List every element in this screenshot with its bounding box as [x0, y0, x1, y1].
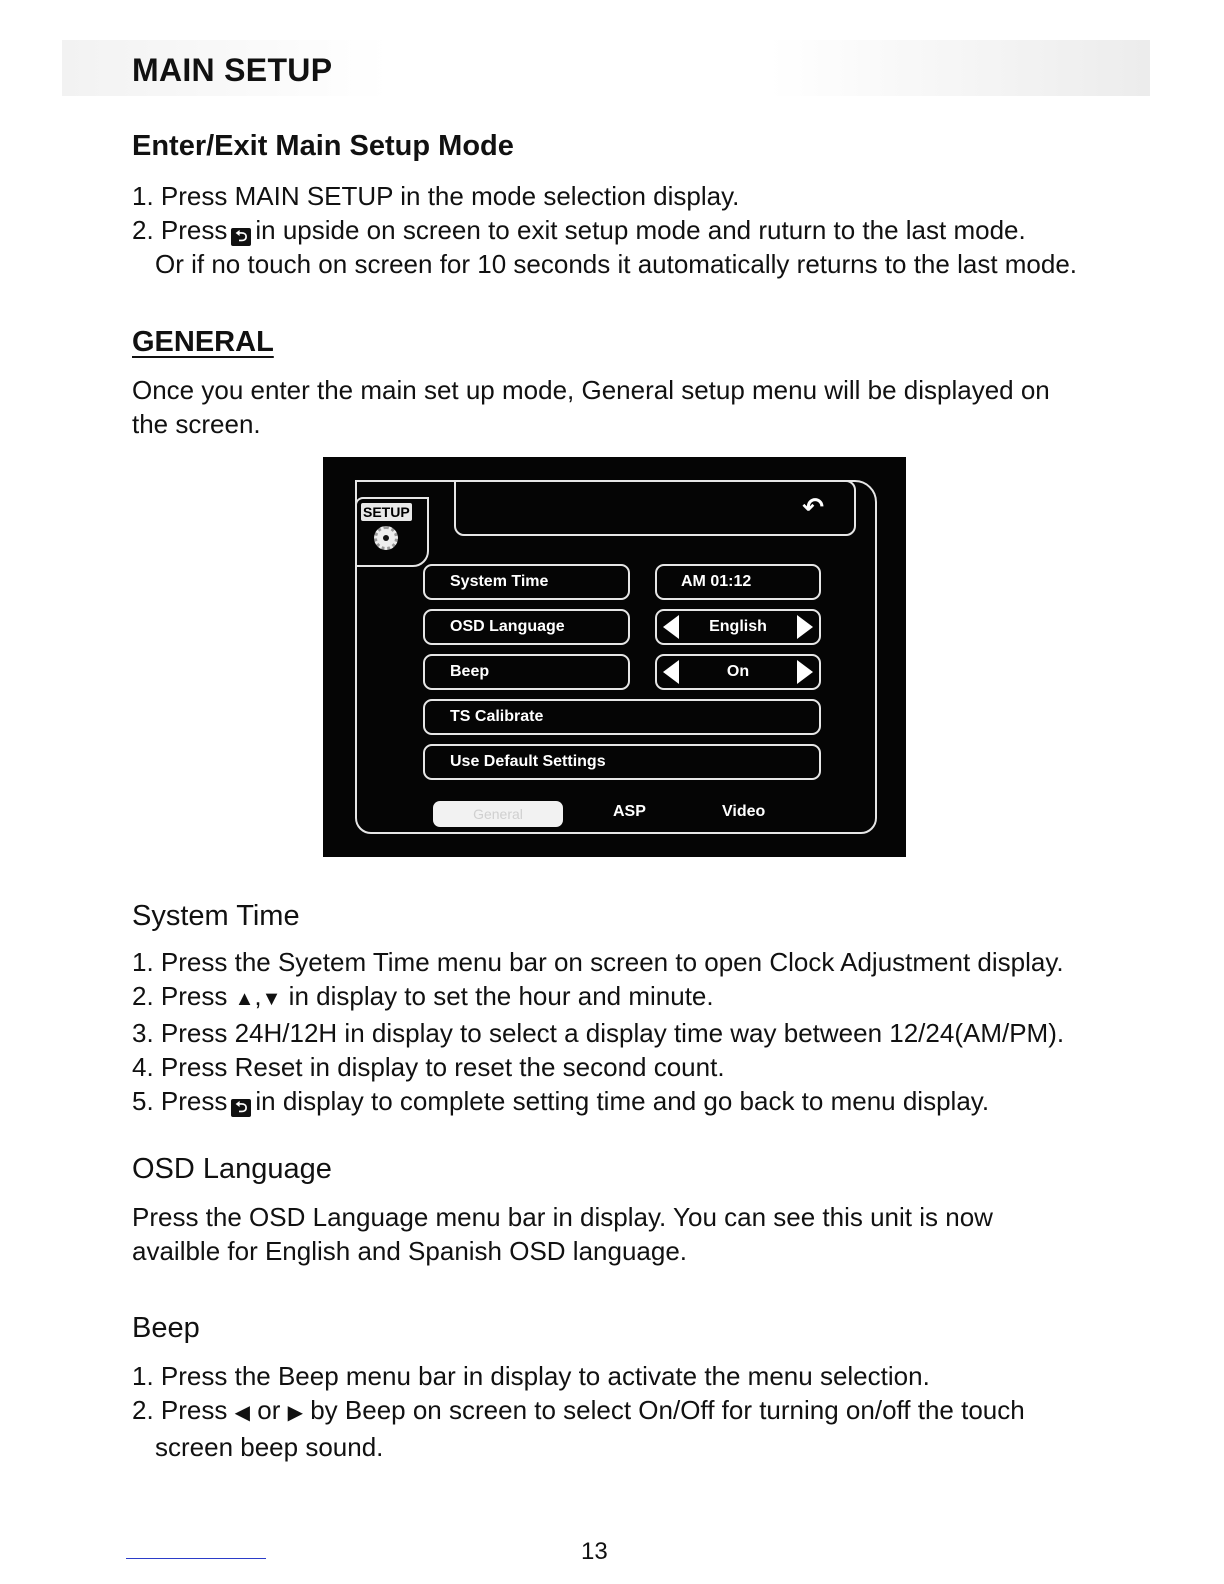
osd-language-text	[132, 1200, 1132, 1268]
ts-calibrate-label: TS Calibrate	[450, 708, 544, 725]
beep-heading: Beep	[132, 1312, 200, 1344]
general-text	[132, 373, 1132, 441]
enter-exit-line-1: 1. Press MAIN SETUP in the mode selection display.	[132, 181, 740, 211]
general-line-2: the screen.	[132, 409, 261, 439]
page-number: 13	[581, 1538, 608, 1565]
osd-language-line-1: Press the OSD Language menu bar in display. You can see this unit is now	[132, 1202, 993, 1232]
beep-line-3: screen beep sound.	[155, 1432, 384, 1462]
right-arrow-icon[interactable]	[797, 660, 813, 684]
return-icon: ⮌	[231, 1099, 251, 1117]
enter-exit-text	[132, 179, 1132, 281]
enter-exit-heading: Enter/Exit Main Setup Mode	[132, 130, 514, 162]
beep-label: Beep	[450, 663, 490, 680]
general-setup-screen	[323, 457, 906, 857]
left-arrow-icon: ◀	[234, 1402, 250, 1424]
osd-language-heading: OSD Language	[132, 1153, 332, 1185]
back-arrow-icon[interactable]: ↶	[802, 492, 824, 522]
beep-value: On	[726, 663, 750, 680]
use-default-settings-label: Use Default Settings	[450, 753, 606, 770]
down-arrow-icon: ▼	[261, 988, 282, 1010]
system-time-button[interactable]	[423, 564, 630, 600]
general-heading: GENERAL	[132, 326, 274, 358]
beep-selector[interactable]	[655, 654, 821, 690]
system-time-line-2: 2. Press ▲,▼ in display to set the hour and minute.	[132, 981, 714, 1011]
osd-language-button[interactable]	[423, 609, 630, 645]
enter-exit-line-2: 2. Press ⮌ in upside on screen to exit setup mode and ruturn to the last mode.	[132, 215, 1026, 245]
system-time-line-5: 5. Press ⮌ in display to complete setting time and go back to menu display.	[132, 1086, 990, 1116]
system-time-heading: System Time	[132, 900, 300, 932]
enter-exit-line-3: Or if no touch on screen for 10 seconds it automatically returns to the last mode.	[155, 249, 1078, 279]
return-icon: ⮌	[231, 228, 251, 246]
beep-button[interactable]	[423, 654, 630, 690]
osd-language-selector[interactable]	[655, 609, 821, 645]
use-default-settings-button[interactable]	[423, 744, 821, 780]
page-title: MAIN SETUP	[132, 52, 333, 88]
tab-video[interactable]: Video	[722, 803, 766, 820]
right-arrow-icon[interactable]	[797, 615, 813, 639]
beep-text	[132, 1359, 1132, 1464]
tab-general[interactable]: General	[433, 801, 563, 827]
osd-language-label: OSD Language	[450, 618, 565, 635]
right-arrow-icon: ▶	[287, 1402, 303, 1424]
up-arrow-icon: ▲	[234, 988, 255, 1010]
system-time-label: System Time	[450, 573, 549, 590]
setup-label: SETUP	[363, 504, 410, 520]
system-time-text	[132, 945, 1132, 1118]
osd-language-value: English	[709, 618, 767, 635]
system-time-value[interactable]	[655, 564, 821, 600]
screen-title-bar	[454, 480, 856, 536]
tab-asp[interactable]: ASP	[613, 803, 646, 820]
beep-line-1: 1. Press the Beep menu bar in display to activate the menu selection.	[132, 1361, 930, 1391]
system-time-line-4: 4. Press Reset in display to reset the second count.	[132, 1052, 725, 1082]
osd-language-line-2: availble for English and Spanish OSD language.	[132, 1236, 688, 1266]
footer-rule	[126, 1558, 266, 1559]
general-line-1: Once you enter the main set up mode, General setup menu will be displayed on	[132, 375, 1050, 405]
gear-icon	[374, 526, 398, 550]
setup-badge	[355, 497, 429, 567]
system-time-line-3: 3. Press 24H/12H in display to select a display time way between 12/24(AM/PM).	[132, 1018, 1065, 1048]
system-time-line-1: 1. Press the Syetem Time menu bar on screen to open Clock Adjustment display.	[132, 947, 1064, 977]
ts-calibrate-button[interactable]	[423, 699, 821, 735]
beep-line-2: 2. Press ◀ or ▶ by Beep on screen to select On/Off for turning on/off the touch	[132, 1395, 1025, 1425]
system-time-value-text: AM 01:12	[681, 573, 752, 590]
